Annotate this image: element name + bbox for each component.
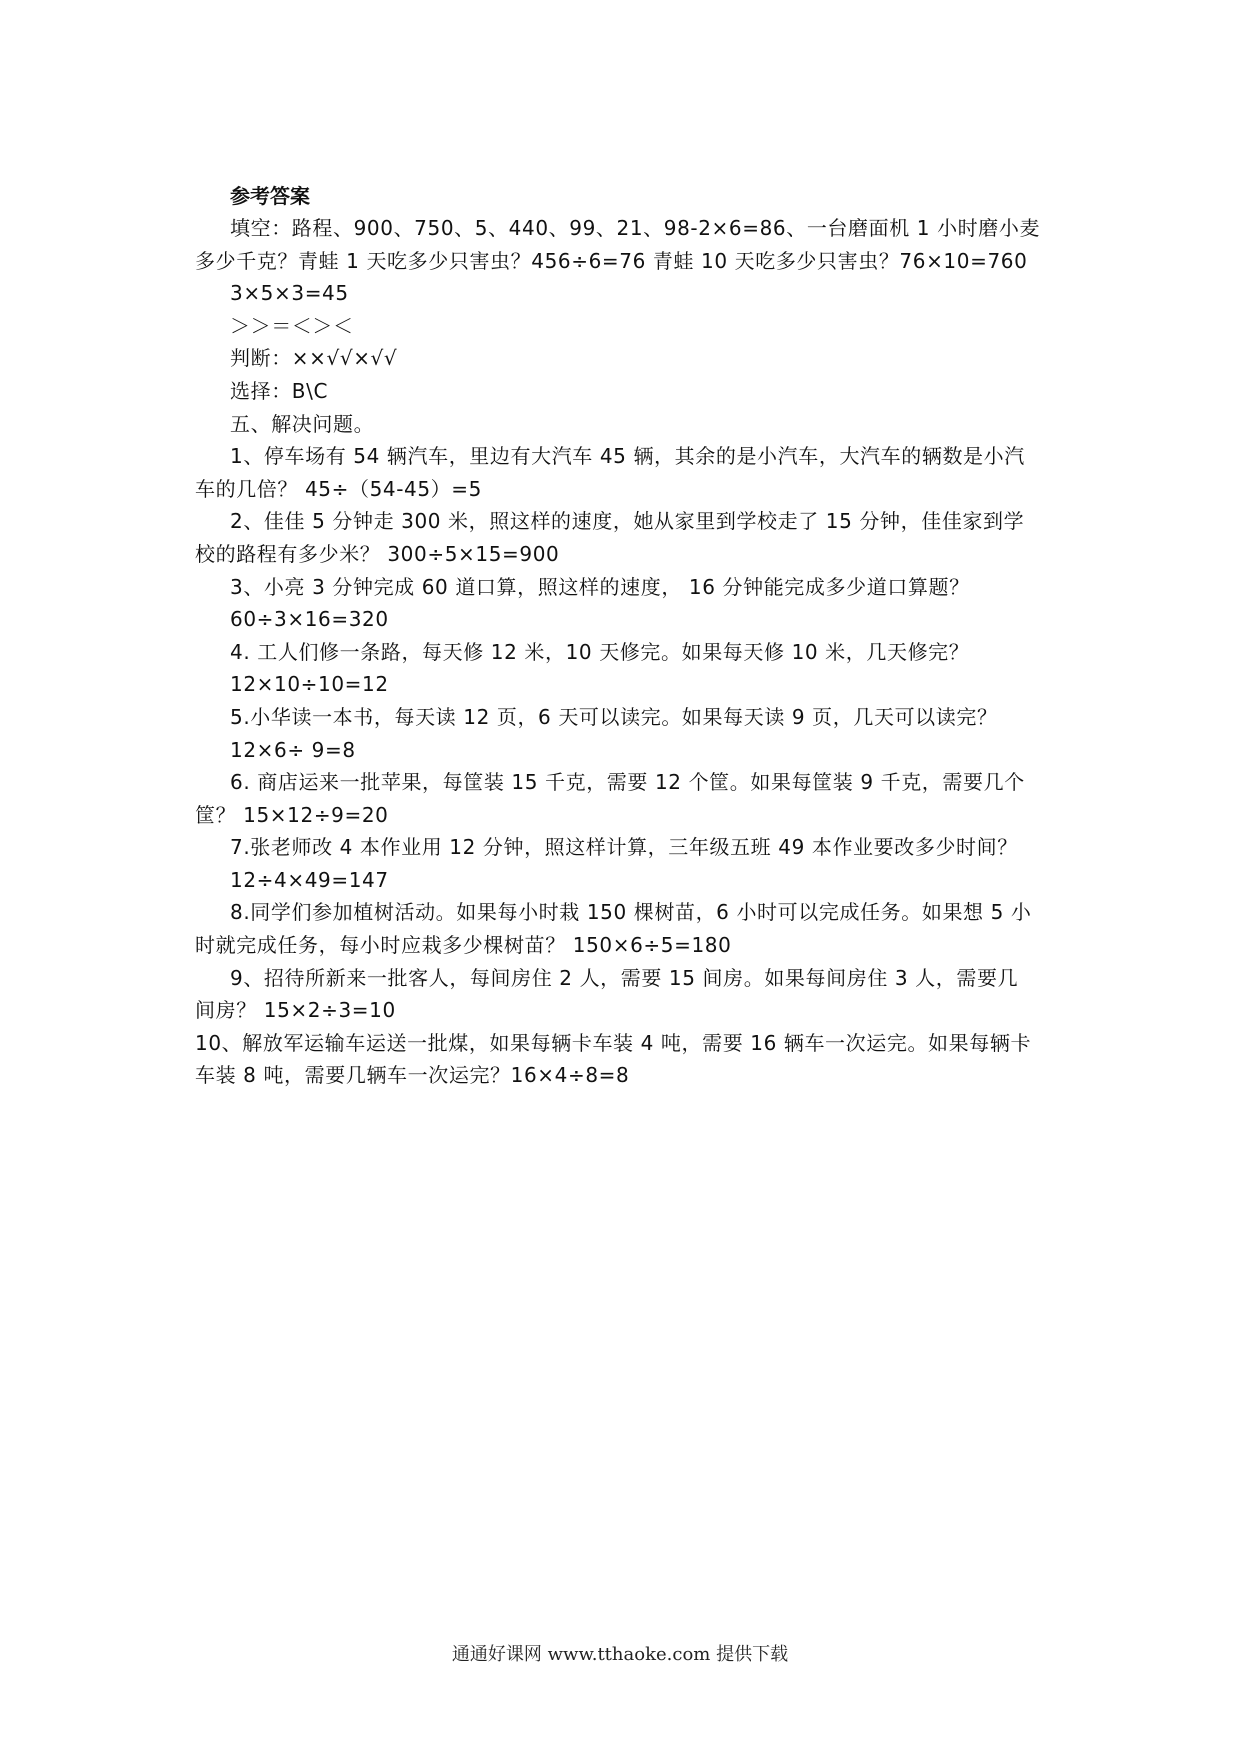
problem-2-line-2: 校的路程有多少米？ 300÷5×15=900 <box>195 541 560 566</box>
footer-credit: 通通好课网 www.tthaoke.com 提供下载 <box>451 1644 789 1665</box>
judgement-line: 判断：××√√×√√ <box>230 346 398 371</box>
problem-3-line-2: 60÷3×16=320 <box>230 607 389 632</box>
problem-6-line-1: 6. 商店运来一批苹果，每筐装 15 千克，需要 12 个筐。如果每筐装 9 千克，需要几个 <box>230 770 1025 795</box>
problem-8-line-1: 8.同学们参加植树活动。如果每小时栽 150 棵树苗，6 小时可以完成任务。如果想 5 小 <box>230 900 1032 925</box>
problem-4-line-2: 12×10÷10=12 <box>230 672 389 697</box>
answer-key <box>195 180 1065 1092</box>
problem-3-line-1: 3、小亮 3 分钟完成 60 道口算，照这样的速度， 16 分钟能完成多少道口算题？ <box>230 574 970 599</box>
problem-9-line-2: 间房？ 15×2÷3=10 <box>195 998 396 1023</box>
problem-8-line-2: 时就完成任务，每小时应栽多少棵树苗？ 150×6÷5=180 <box>195 933 732 958</box>
fill-in-line-1: 填空：路程、900、750、5、440、99、21、98-2×6=86、一台磨面机 1 小时磨小麦 <box>230 216 1041 240</box>
problem-1-line-1: 1、停车场有 54 辆汽车，里边有大汽车 45 辆，其余的是小汽车，大汽车的辆数是小汽 <box>230 444 1025 469</box>
problem-6-line-2: 筐？ 15×12÷9=20 <box>195 802 389 827</box>
problem-5-line-1: 5.小华读一本书，每天读 12 页，6 天可以读完。如果每天读 9 页，几天可以读完？ <box>230 704 998 729</box>
problem-9-line-1: 9、招待所新来一批客人，每间房住 2 人，需要 15 间房。如果每间房住 3 人，需要几 <box>230 965 1019 990</box>
problem-10-line-2: 车装 8 吨，需要几辆车一次运完？16×4÷8=8 <box>195 1063 630 1088</box>
problem-10-line-1: 10、解放军运输车运送一批煤，如果每辆卡车装 4 吨，需要 16 辆车一次运完。如果每辆卡 <box>195 1030 1032 1055</box>
problem-1-line-2: 车的几倍？ 45÷（54-45）=5 <box>195 476 482 501</box>
fill-in-line-2: 多少千克？青蛙 1 天吃多少只害虫？456÷6=76 青蛙 10 天吃多少只害虫？76×10=760 <box>195 248 1028 273</box>
problem-4-line-1: 4. 工人们修一条路，每天修 12 米，10 天修完。如果每天修 10 米，几天修完？ <box>230 639 970 664</box>
comparison-line: ＞＞＝＜＞＜ <box>230 313 354 338</box>
choice-line: 选择：B\C <box>230 378 329 403</box>
problem-7-line-1: 7.张老师改 4 本作业用 12 分钟，照这样计算，三年级五班 49 本作业要改多少时间？ <box>230 835 1018 860</box>
answer-title: 参考答案 <box>230 184 310 208</box>
problem-2-line-1: 2、佳佳 5 分钟走 300 米，照这样的速度，她从家里到学校走了 15 分钟，佳佳家到学 <box>230 509 1025 534</box>
problem-7-line-2: 12÷4×49=147 <box>230 867 389 892</box>
problem-5-line-2: 12×6÷ 9=8 <box>230 737 356 762</box>
section-heading: 五、解决问题。 <box>230 411 375 436</box>
fill-in-line-3: 3×5×3=45 <box>230 281 349 306</box>
